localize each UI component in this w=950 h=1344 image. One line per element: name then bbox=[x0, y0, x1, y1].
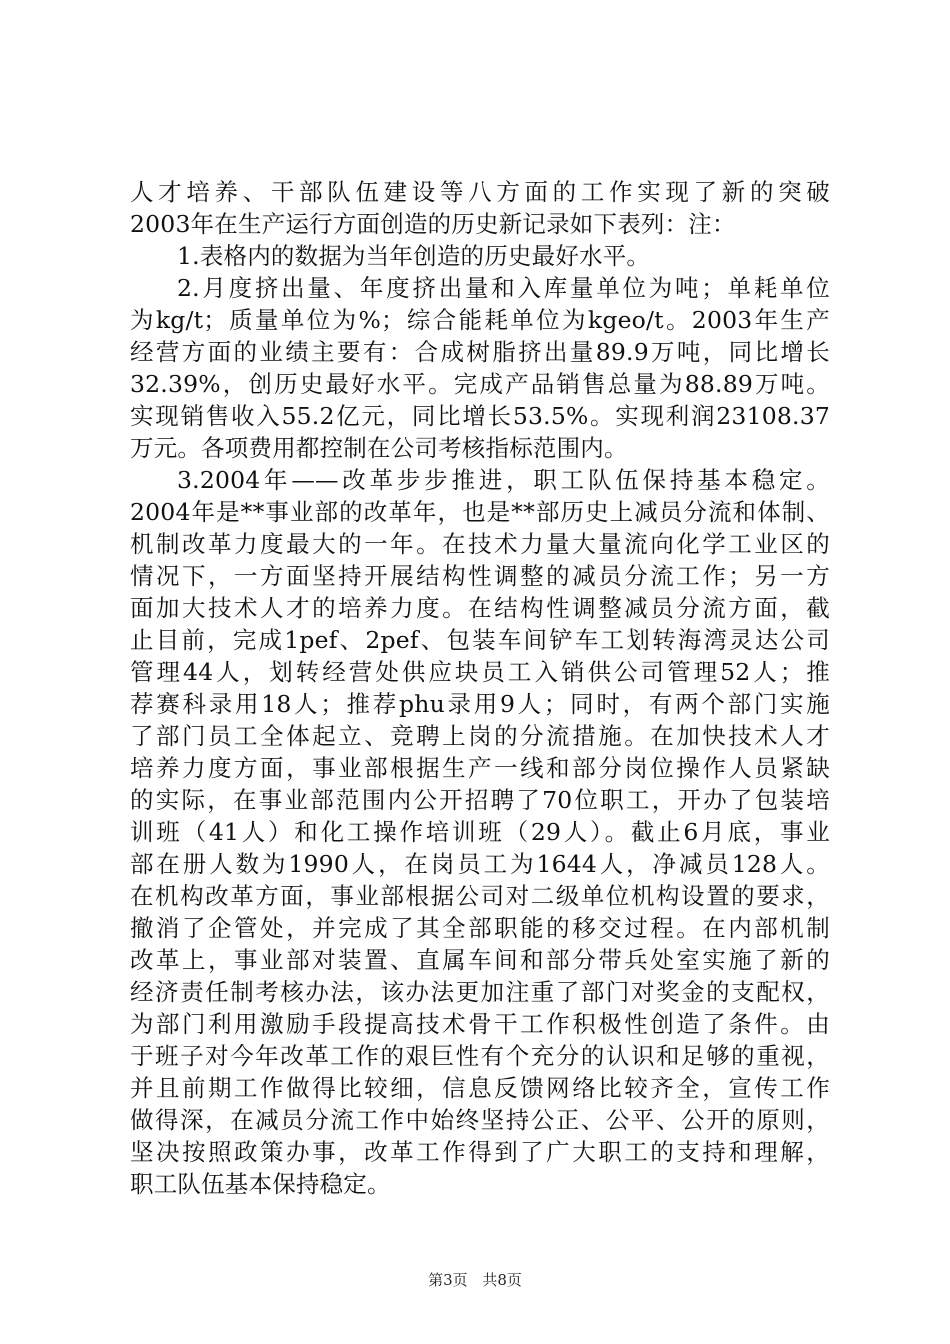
text-line: 2.月度挤出量、年度挤出量和入库量单位为吨；单耗单位 bbox=[177, 274, 830, 302]
text-line: 情况下，一方面坚持开展结构性调整的减员分流工作；另一方 bbox=[130, 562, 830, 590]
text-line: 2003年在生产运行方面创造的历史新记录如下表列：注： bbox=[130, 210, 736, 238]
text-line: 万元。各项费用都控制在公司考核指标范围内。 bbox=[130, 434, 628, 462]
text-line: 经营方面的业绩主要有：合成树脂挤出量89.9万吨，同比增长 bbox=[130, 338, 830, 366]
text-line: 面加大技术人才的培养力度。在结构性调整减员分流方面，截 bbox=[130, 594, 830, 622]
page-number: 第3页 bbox=[428, 1271, 468, 1289]
text-line: 做得深，在减员分流工作中始终坚持公正、公平、公开的原则， bbox=[130, 1106, 830, 1134]
text-line: 3.2004年——改革步步推进，职工队伍保持基本稳定。 bbox=[177, 466, 830, 494]
text-line: 管理44人，划转经营处供应块员工入销供公司管理52人；推 bbox=[130, 658, 830, 686]
text-line: 止目前，完成1pef、2pef、包装车间铲车工划转海湾灵达公司 bbox=[130, 626, 830, 654]
text-line: 撤消了企管处，并完成了其全部职能的移交过程。在内部机制 bbox=[130, 914, 830, 942]
document-body bbox=[130, 176, 830, 1200]
text-line: 训班（41人）和化工操作培训班（29人）。截止6月底，事业 bbox=[130, 818, 830, 846]
page-total: 共8页 bbox=[482, 1271, 522, 1289]
text-line: 了部门员工全体起立、竞聘上岗的分流措施。在加快技术人才 bbox=[130, 722, 830, 750]
text-line: 经济责任制考核办法，该办法更加注重了部门对奖金的支配权， bbox=[130, 978, 830, 1006]
page-footer bbox=[0, 1270, 950, 1290]
text-line: 坚决按照政策办事，改革工作得到了广大职工的支持和理解， bbox=[130, 1138, 830, 1166]
text-line: 32.39%，创历史最好水平。完成产品销售总量为88.89万吨。 bbox=[130, 370, 830, 398]
text-line: 改革上，事业部对装置、直属车间和部分带兵处室实施了新的 bbox=[130, 946, 830, 974]
text-line: 部在册人数为1990人，在岗员工为1644人，净减员128人。 bbox=[130, 850, 830, 878]
text-line: 并且前期工作做得比较细，信息反馈网络比较齐全，宣传工作 bbox=[130, 1074, 830, 1102]
text-line: 实现销售收入55.2亿元，同比增长53.5%。实现利润23108.37 bbox=[130, 402, 830, 430]
text-line: 荐赛科录用18人；推荐phu录用9人；同时，有两个部门实施 bbox=[130, 690, 830, 718]
text-line: 机制改革力度最大的一年。在技术力量大量流向化学工业区的 bbox=[130, 530, 830, 558]
text-line: 培养力度方面，事业部根据生产一线和部分岗位操作人员紧缺 bbox=[130, 754, 830, 782]
text-line: 于班子对今年改革工作的艰巨性有个充分的认识和足够的重视， bbox=[130, 1042, 830, 1070]
text-line: 的实际，在事业部范围内公开招聘了70位职工，开办了包装培 bbox=[130, 786, 830, 814]
text-line: 2004年是**事业部的改革年，也是**部历史上减员分流和体制、 bbox=[130, 498, 830, 526]
text-line: 1.表格内的数据为当年创造的历史最好水平。 bbox=[177, 242, 651, 270]
text-line: 为部门利用激励手段提高技术骨干工作积极性创造了条件。由 bbox=[130, 1010, 830, 1038]
text-line: 在机构改革方面，事业部根据公司对二级单位机构设置的要求， bbox=[130, 882, 830, 910]
text-line: 人才培养、干部队伍建设等八方面的工作实现了新的突破 bbox=[130, 178, 830, 206]
text-line: 职工队伍基本保持稳定。 bbox=[130, 1170, 391, 1198]
text-line: 为kg/t；质量单位为%；综合能耗单位为kgeo/t。2003年生产 bbox=[130, 306, 830, 334]
